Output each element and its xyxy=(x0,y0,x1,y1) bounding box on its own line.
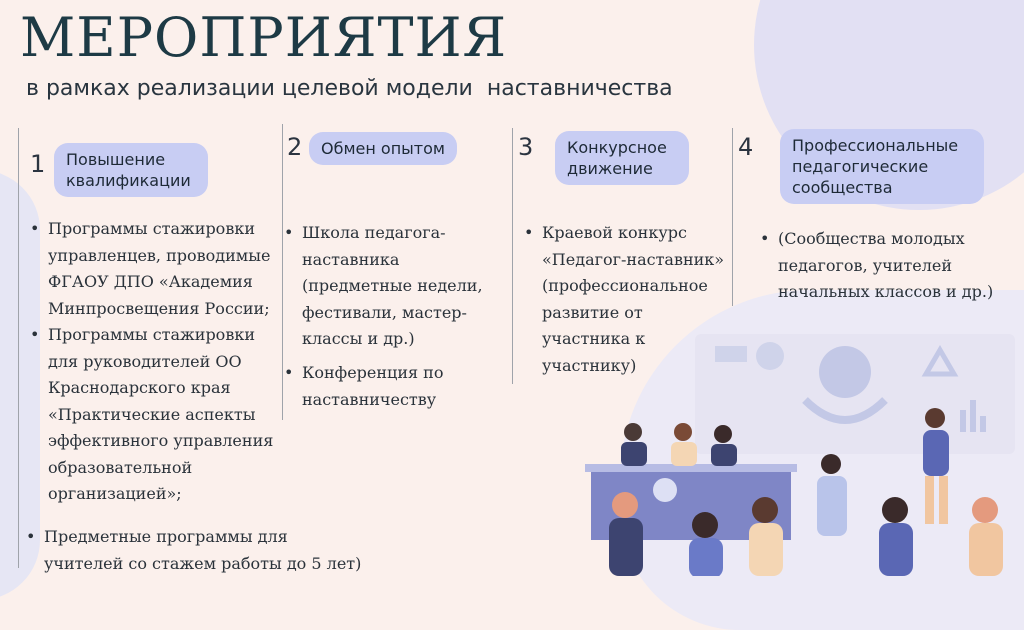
column-number: 1 xyxy=(30,150,46,178)
category-pill-experience: Обмен опытом xyxy=(309,132,457,165)
column-number: 2 xyxy=(287,133,303,161)
column-divider-1 xyxy=(18,128,19,568)
audience-person xyxy=(692,512,718,538)
panelist-body xyxy=(711,444,737,466)
list-item: • Предметные программы для учителей со стажем работы до 5 лет) xyxy=(26,524,371,577)
list-item: • (Сообщества молодых педагогов, учителей начальных классов и др.) xyxy=(760,226,1000,306)
column-divider-2 xyxy=(282,124,283,420)
audience-person xyxy=(972,497,998,523)
audience-body xyxy=(969,523,1003,576)
presenter-leg xyxy=(939,476,948,524)
page-title: МЕРОПРИЯТИЯ xyxy=(20,6,508,69)
presenter-leg xyxy=(925,476,934,524)
audience-body xyxy=(609,518,643,576)
category-pill-competition: Конкурсное движение xyxy=(555,131,689,185)
panelist-person xyxy=(624,423,642,441)
bar-chart-icon-bar xyxy=(970,400,976,432)
conference-presentation-illustration xyxy=(555,320,1024,576)
column-divider-3 xyxy=(512,128,513,384)
list-item: • Школа педагога-наставника (предметные недели, фестивали, мастер-классы и др.) xyxy=(284,220,512,353)
audience-body xyxy=(749,523,783,576)
column-2-list-bottom xyxy=(284,360,512,413)
column-number: 4 xyxy=(738,133,754,161)
list-item: • Краевой конкурс «Педагог-наставник» (профессиональное развитие от участника к участнику) xyxy=(524,220,734,379)
text-block-icon xyxy=(715,346,747,362)
category-pill-qualification: Повышение квалификации xyxy=(54,143,208,197)
page-subtitle: в рамках реализации целевой модели наставничества xyxy=(26,76,673,101)
column-4-list xyxy=(760,226,1000,306)
audience-body xyxy=(817,476,847,536)
panelist-person xyxy=(714,425,732,443)
audience-person xyxy=(612,492,638,518)
globe-icon xyxy=(756,342,784,370)
panelist-body xyxy=(621,442,647,466)
column-1-list xyxy=(30,216,280,508)
presenter-body xyxy=(923,430,949,476)
audience-body xyxy=(879,523,913,576)
list-item: • Конференция по наставничеству xyxy=(284,360,512,413)
panelist-body xyxy=(671,442,697,466)
list-item: • Программы стажировки для руководителей ОО Краснодарского края «Практические аспекты эффективного управления образовательной организацией»; xyxy=(30,322,280,508)
recycle-logo-icon xyxy=(653,478,677,502)
category-pill-communities: Профессиональные педагогические сообщества xyxy=(780,129,984,204)
presenter-person xyxy=(925,408,945,428)
panelist-person xyxy=(674,423,692,441)
audience-body xyxy=(689,538,723,576)
audience-person xyxy=(821,454,841,474)
earth-icon xyxy=(819,346,871,398)
audience-person xyxy=(752,497,778,523)
list-item: • Программы стажировки управленцев, проводимые ФГАОУ ДПО «Академия Минпросвещения России; xyxy=(30,216,280,322)
column-number: 3 xyxy=(518,133,534,161)
bar-chart-icon xyxy=(960,410,966,432)
audience-person xyxy=(882,497,908,523)
bar-chart-icon-bar xyxy=(980,416,986,432)
column-1-list-bottom xyxy=(26,524,371,577)
column-2-list xyxy=(284,220,512,353)
